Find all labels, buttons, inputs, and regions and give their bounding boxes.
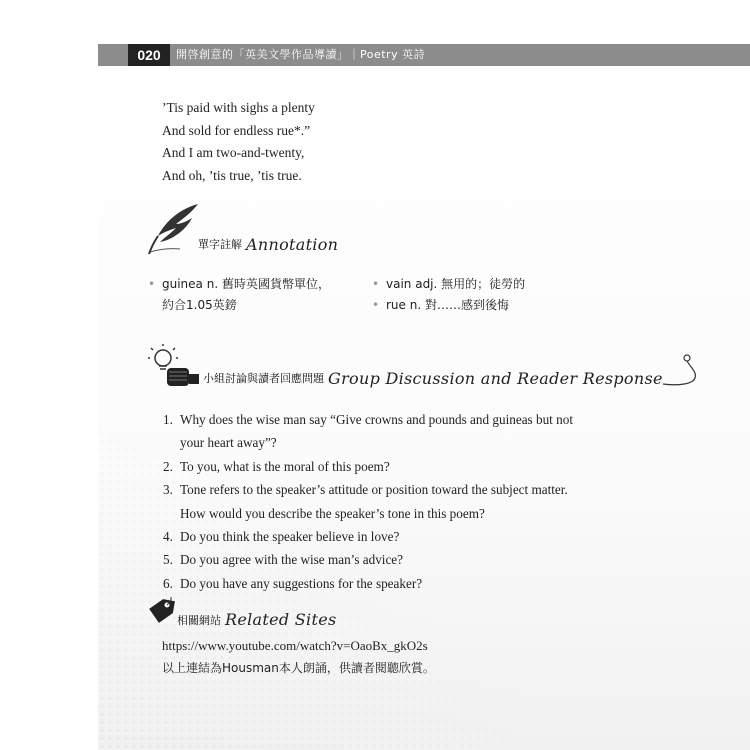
question-text: Why does the wise man say “Give crowns and pounds and guineas but not bbox=[180, 412, 573, 427]
question-item bbox=[163, 478, 573, 501]
question-text: Do you agree with the wise man’s advice? bbox=[180, 552, 404, 568]
poem-line: ’Tis paid with sighs a plenty bbox=[162, 100, 315, 115]
poem-line: And I am two-and-twenty, bbox=[162, 145, 305, 160]
related-note: 以上連結為Housman本人朗誦，供讀者閱聽欣賞。 bbox=[162, 661, 435, 675]
annotation-label-en: Annotation bbox=[246, 234, 339, 254]
question-number: 6. bbox=[163, 575, 173, 591]
question-text-cont: your heart away”? bbox=[180, 435, 277, 451]
annotation-text: vain adj. 無用的；徒勞的 bbox=[386, 277, 526, 291]
annotation-text: rue n. 對……感到後悔 bbox=[386, 298, 509, 312]
question-text: To you, what is the moral of this poem? bbox=[180, 458, 390, 474]
discussion-label-zh: 小組討論與讀者回應問題 bbox=[203, 372, 324, 385]
question-number: 4. bbox=[163, 529, 173, 545]
page-number: 020 bbox=[128, 44, 170, 66]
question-number: 3. bbox=[163, 482, 173, 498]
lightbulb-fist-icon bbox=[145, 344, 201, 390]
poem-line: And oh, ’tis true, ’tis true. bbox=[162, 167, 302, 183]
price-tag-icon bbox=[145, 597, 175, 629]
bullet-icon: • bbox=[372, 277, 380, 291]
discussion-label-en: Group Discussion and Reader Response bbox=[328, 368, 663, 388]
discussion-heading bbox=[145, 344, 701, 390]
question-text: Tone refers to the speaker’s attitude or position toward the subject matter. bbox=[180, 482, 568, 498]
question-item bbox=[163, 525, 573, 548]
question-text-cont: How would you describe the speaker’s tone in this poem? bbox=[180, 505, 485, 521]
poem-line: And sold for endless rue*.” bbox=[162, 122, 311, 138]
question-item bbox=[163, 455, 573, 478]
question-item bbox=[163, 572, 573, 595]
question-number: 1. bbox=[163, 412, 173, 427]
annotation-item bbox=[148, 274, 330, 295]
annotation-right-column bbox=[372, 274, 525, 316]
related-url-link[interactable]: https://www.youtube.com/watch?v=OaoBx_gkO2s bbox=[162, 638, 428, 653]
poem-excerpt bbox=[162, 97, 315, 187]
annotation-label-zh: 單字註解 bbox=[198, 238, 242, 251]
annotation-text-cont: 約合1.05英鎊 bbox=[162, 298, 237, 312]
question-text: Do you think the speaker believe in love? bbox=[180, 529, 400, 545]
question-text: Do you have any suggestions for the speaker? bbox=[180, 575, 423, 591]
annotation-item bbox=[372, 295, 525, 316]
related-sites bbox=[162, 635, 435, 679]
annotation-item-cont bbox=[148, 295, 330, 316]
quill-feather-icon bbox=[146, 202, 202, 256]
question-item bbox=[163, 548, 573, 571]
question-item bbox=[163, 408, 573, 431]
related-label-en: Related Sites bbox=[225, 610, 337, 629]
annotation-left-column bbox=[148, 274, 330, 316]
question-number: 5. bbox=[163, 552, 173, 568]
annotation-item bbox=[372, 274, 525, 295]
related-label-zh: 相關網站 bbox=[177, 613, 221, 627]
swirl-line-icon bbox=[661, 350, 701, 390]
annotation-text: guinea n. 舊時英國貨幣單位， bbox=[162, 277, 330, 291]
bullet-icon: • bbox=[372, 298, 380, 312]
discussion-questions bbox=[163, 408, 573, 595]
bullet-icon: • bbox=[148, 277, 156, 291]
related-heading bbox=[145, 596, 337, 629]
annotation-heading bbox=[146, 202, 338, 256]
question-number: 2. bbox=[163, 458, 173, 474]
header-title: 開啓創意的「英美文學作品導讀」｜Poetry 英詩 bbox=[176, 48, 426, 61]
